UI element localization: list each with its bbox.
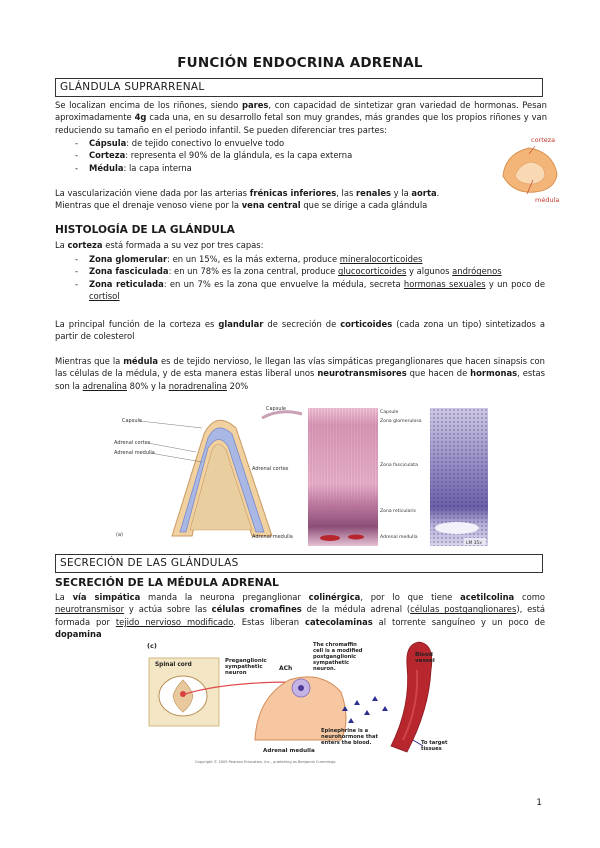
label-lm-scale: LM 35x <box>466 541 482 546</box>
label-blood-vessel: Blood vessel <box>415 652 435 664</box>
bold-text: médula <box>123 356 159 366</box>
label-adrenal-medulla: Adrenal medulla <box>263 748 315 754</box>
text: , estas son la <box>55 368 545 391</box>
text: y actúa sobre las <box>124 604 212 615</box>
page-title: FUNCIÓN ENDOCRINA ADRENAL <box>177 55 423 71</box>
label-adrenal-medulla-mid: Adrenal medulla <box>252 534 293 540</box>
bold-text: 4g <box>134 112 147 123</box>
label-panel-c: (c) <box>147 642 157 650</box>
bold-text: vena central <box>241 200 301 211</box>
underlined-text: tejido nervioso modificado <box>115 616 234 627</box>
text: , las <box>336 188 357 198</box>
label-spinal-cord: Spinal cord <box>155 662 192 668</box>
bold-text: aorta <box>411 188 437 198</box>
bold-text: Zona glomerular <box>89 254 168 264</box>
bold-text: renales <box>356 188 391 198</box>
label-epinephrine: Epinephrine is a neurohormone that enters the blood. <box>321 728 378 746</box>
medula-paragraph <box>55 355 545 392</box>
text: : representa el 90% de la glándula, es la capa externa <box>125 150 353 161</box>
underlined-text: glucocorticoides <box>337 266 407 277</box>
page-number: 1 <box>536 798 542 808</box>
bold-text: hormonas <box>470 368 518 379</box>
label-ach: ACh <box>279 665 293 672</box>
text: , por lo que tiene <box>360 592 461 602</box>
text: La principal función de la corteza es <box>55 319 219 329</box>
text: es de tejido nervioso, le llegan las vías simpáticas preganglionares que hacen sinapsis con las células de la médula, y de esta manera estas liberal unos <box>55 356 545 379</box>
histology-heading: HISTOLOGÍA DE LA GLÁNDULA <box>55 224 235 236</box>
histology-figure <box>112 404 490 548</box>
label-preganglionic: Preganglionic sympathetic neuron <box>225 658 267 676</box>
zones-list <box>55 253 545 303</box>
text: y algunos <box>406 266 453 277</box>
bold-text: acetilcolina <box>460 592 515 602</box>
text: (cada zona un tipo) sintetizados a partir de colesterol <box>55 319 545 342</box>
text: de la médula adrenal ( <box>301 604 411 615</box>
text: Se localizan encima de los riñones, siendo <box>55 100 242 110</box>
list-item <box>55 149 475 161</box>
text: La <box>55 240 68 250</box>
bold-text: colinérgica <box>308 592 361 602</box>
list-item <box>55 265 545 277</box>
label-adrenal-medulla-right: Adrenal medulla <box>380 535 418 540</box>
bold-text: frénicas inferiores <box>249 188 337 198</box>
bold-text: Médula <box>89 162 124 173</box>
bold-text: Cápsula <box>89 138 127 148</box>
vascularization-paragraph <box>55 187 545 212</box>
label-adrenal-cortex: Adrenal cortex <box>114 440 151 446</box>
bold-text: catecolaminas <box>305 616 373 627</box>
secretion-figure <box>145 636 451 766</box>
histology-intro <box>55 239 545 251</box>
text: : en un 7% es la zona que envuelve la médula, secreta <box>163 278 404 289</box>
label-copyright: Copyright © 2009 Pearson Education, Inc., publishing as Benjamin Cummings. <box>195 760 337 764</box>
underlined-text: hormonas sexuales <box>403 278 486 289</box>
section-heading-secrecion: SECRECIÓN DE LAS GLÁNDULAS <box>55 554 543 573</box>
underlined-text: células postganglionares <box>410 604 517 615</box>
bold-text: corteza <box>67 240 103 250</box>
underlined-text: andrógenos <box>452 266 502 277</box>
label-capsule-mid: Capsule <box>266 406 286 412</box>
text: . Estas liberan <box>233 616 306 627</box>
underlined-text: cortisol <box>89 291 120 302</box>
bold-text: glandular <box>218 319 264 329</box>
label-zona-glomerulosa: Zona glomerulosa <box>380 419 422 424</box>
text: que se dirige a cada glándula <box>300 200 428 211</box>
corteza-label: corteza <box>531 136 556 144</box>
text: cada una, en su desarrollo fetal son muy grandes, más grandes que los propios riñones y van reduciendo su tamaño en el periodo infantil. Se pueden diferenciar tres partes: <box>55 112 547 135</box>
label-chromaffin: The chromaffin cell is a modified postganglionic sympathetic neuron. <box>313 642 363 672</box>
text: manda la neurona preganglionar <box>140 592 309 602</box>
medula-label: médula <box>535 196 560 204</box>
text: Mientras que la <box>55 356 124 366</box>
label-zona-reticularis: Zona reticularis <box>380 509 416 514</box>
label-target: To target tissues <box>421 740 448 752</box>
text: : en un 15%, es la más externa, produce <box>167 254 340 264</box>
label-capsule-left: Capsule <box>122 418 142 424</box>
list-item <box>55 137 475 149</box>
text: está formada a su vez por tres capas: <box>102 240 264 250</box>
text: que hacen de <box>406 368 471 379</box>
bold-text: Corteza <box>89 150 126 161</box>
text: : en un 78% es la zona central, produce <box>168 266 338 277</box>
parts-list <box>55 137 475 174</box>
list-item <box>55 162 475 174</box>
bold-text: vía simpática <box>72 592 141 602</box>
label-adrenal-cortex-mid: Adrenal cortex <box>252 466 289 472</box>
text: ), está formada por <box>55 604 545 627</box>
text: La vascularización viene dada por las arterias <box>55 188 250 198</box>
label-zona-fasciculata: Zona fasciculata <box>380 463 418 468</box>
text: : la capa interna <box>123 162 192 173</box>
underlined-text: adrenalina <box>82 380 127 391</box>
function-paragraph <box>55 318 545 343</box>
bold-text: Zona fasciculada <box>89 266 169 277</box>
bold-text: dopamina <box>55 629 102 640</box>
bold-text: pares <box>241 100 269 110</box>
text: y la <box>391 188 412 198</box>
text: 20% <box>226 380 249 391</box>
text: 80% y la <box>127 380 169 391</box>
text: de secreción de <box>263 319 341 329</box>
label-panel-a: (a) <box>116 532 123 538</box>
list-item <box>55 278 545 303</box>
underlined-text: neurotransmisor <box>55 604 125 615</box>
bold-text: corticoides <box>340 319 393 329</box>
bold-text: células cromafines <box>211 604 302 615</box>
intro-paragraph <box>55 99 547 136</box>
secrecion-paragraph <box>55 591 545 641</box>
text: : de tejido conectivo lo envuelve todo <box>126 138 285 148</box>
text: como <box>514 592 545 602</box>
bold-text: Zona reticulada <box>89 278 164 289</box>
bold-text: neurotransmisores <box>317 368 407 379</box>
secrecion-medula-heading: SECRECIÓN DE LA MÉDULA ADRENAL <box>55 576 279 589</box>
text: . <box>436 188 440 198</box>
text: y un poco de <box>485 278 545 289</box>
text: , con capacidad de sintetizar gran variedad de hormonas. Pesan aproximadamente <box>55 100 547 123</box>
text: La <box>55 592 73 602</box>
label-capsule-right: Capsule <box>380 410 399 415</box>
text: al torrente sanguíneo y un poco de <box>372 616 545 627</box>
label-adrenal-medulla-left: Adrenal medulla <box>114 450 155 456</box>
underlined-text: mineralocorticoides <box>339 254 423 264</box>
section-heading-glandula: GLÁNDULA SUPRARRENAL <box>55 78 543 97</box>
list-item <box>55 253 545 265</box>
underlined-text: noradrenalina <box>168 380 227 391</box>
text: Mientras que el drenaje venoso viene por la <box>55 200 242 211</box>
